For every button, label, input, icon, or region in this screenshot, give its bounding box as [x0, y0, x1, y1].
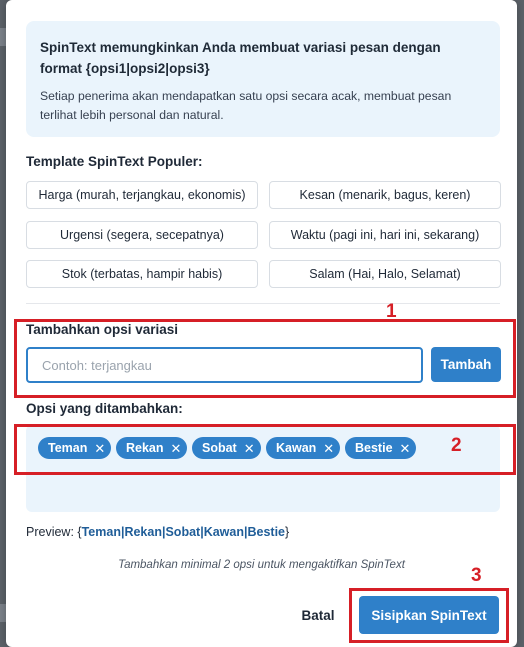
- chip-label: Bestie: [355, 441, 393, 455]
- annotation-box-2: [14, 424, 516, 475]
- template-stok-button[interactable]: Stok (terbatas, hampir habis): [26, 260, 258, 288]
- remove-chip-icon[interactable]: ✕: [399, 440, 411, 456]
- spintext-modal: [6, 0, 517, 647]
- cancel-button[interactable]: Batal: [292, 601, 344, 629]
- info-description: Setiap penerima akan mendapatkan satu opsi secara acak, membuat pesan terlihat lebih personal dan natural.: [40, 89, 452, 122]
- section-divider: [26, 303, 500, 304]
- template-kesan-button[interactable]: Kesan (menarik, bagus, keren): [269, 181, 501, 209]
- info-box: [26, 21, 500, 137]
- chip-label: Rekan: [126, 441, 164, 455]
- remove-chip-icon[interactable]: ✕: [243, 440, 255, 456]
- template-urgensi-button[interactable]: Urgensi (segera, secepatnya): [26, 221, 258, 249]
- template-waktu-button[interactable]: Waktu (pagi ini, hari ini, sekarang): [269, 221, 501, 249]
- chip-label: Teman: [48, 441, 88, 455]
- template-salam-button[interactable]: Salam (Hai, Halo, Selamat): [269, 260, 501, 288]
- add-option-button[interactable]: Tambah: [431, 347, 501, 382]
- info-title: SpinText memungkinkan Anda membuat variasi pesan dengan format {opsi1|opsi2|opsi3}: [40, 40, 441, 76]
- minimum-options-hint: Tambahkan minimal 2 opsi untuk mengaktifkan SpinText: [118, 559, 405, 571]
- chip-label: Kawan: [276, 441, 317, 455]
- templates-label: Template SpinText Populer:: [26, 154, 203, 169]
- annotation-number-1: 1: [386, 301, 397, 322]
- template-harga-button[interactable]: Harga (murah, terjangkau, ekonomis): [26, 181, 258, 209]
- annotation-number-2: 2: [451, 435, 462, 456]
- annotation-box-3: [349, 588, 509, 643]
- spintext-preview: [26, 525, 289, 539]
- remove-chip-icon[interactable]: ✕: [170, 440, 182, 456]
- annotation-box-1: [14, 319, 516, 398]
- add-option-label: Tambahkan opsi variasi: [26, 322, 179, 337]
- chip-label: Sobat: [202, 441, 237, 455]
- preview-prefix: Preview: {: [26, 525, 82, 539]
- added-options-label: Opsi yang ditambahkan:: [26, 401, 183, 416]
- preview-suffix: }: [285, 525, 290, 539]
- insert-spintext-button[interactable]: Sisipkan SpinText: [359, 596, 499, 634]
- remove-chip-icon[interactable]: ✕: [323, 440, 335, 456]
- preview-value: Teman|Rekan|Sobat|Kawan|Bestie: [81, 525, 285, 539]
- remove-chip-icon[interactable]: ✕: [94, 440, 106, 456]
- annotation-number-3: 3: [471, 565, 482, 586]
